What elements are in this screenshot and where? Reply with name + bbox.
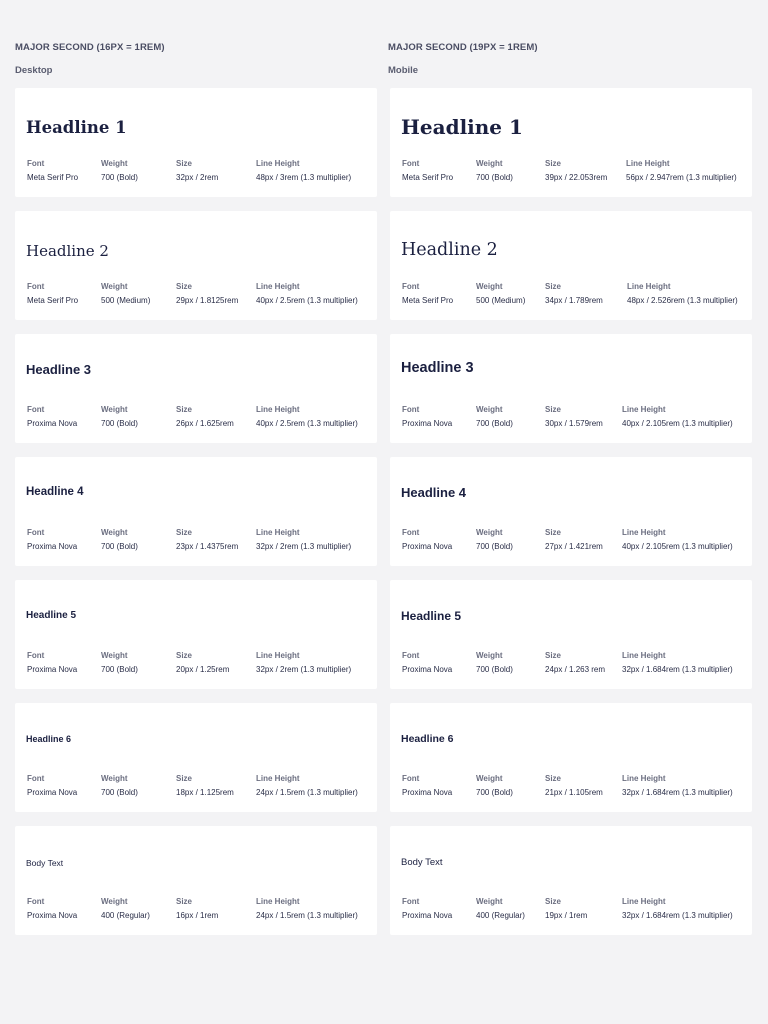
spec-value: Meta Serif Pro [27,296,79,305]
spec-line-height [622,405,733,429]
spec-value: Meta Serif Pro [402,296,454,305]
spec-value: 32px / 1.684rem (1.3 multiplier) [622,665,733,674]
spec-weight [476,897,525,921]
spec-label: Line Height [622,405,666,414]
card-title: Body Text [26,858,64,868]
spec-label: Font [27,651,45,660]
spec-weight [101,528,138,552]
spec-label: Line Height [622,528,666,537]
spec-line-height [622,897,733,921]
spec-label: Size [176,528,193,537]
card-title: Headline 4 [401,485,467,500]
card-title: Headline 3 [26,362,92,377]
type-card-headline-6 [390,703,752,812]
spec-label: Line Height [627,282,671,291]
spec-size [545,774,603,798]
spec-size [545,897,587,921]
type-card-headline-2 [15,211,377,320]
spec-size [176,651,229,675]
spec-line-height [256,774,358,798]
spec-label: Size [545,651,562,660]
spec-value: Proxima Nova [402,911,453,920]
type-card-headline-3 [390,334,752,443]
spec-value: 56px / 2.947rem (1.3 multiplier) [626,173,737,182]
spec-value: 18px / 1.125rem [176,788,234,797]
spec-value: 39px / 22.053rem [545,173,608,182]
spec-label: Font [402,528,420,537]
spec-value: 34px / 1.789rem [545,296,603,305]
spec-label: Font [402,282,420,291]
card-title: Headline 6 [401,733,454,745]
spec-value: 32px / 2rem [176,173,219,182]
spec-value: 700 (Bold) [476,419,513,428]
spec-value: 19px / 1rem [545,911,588,920]
spec-label: Font [27,897,45,906]
spec-font [27,774,77,798]
spec-label: Line Height [622,897,666,906]
spec-label: Size [545,774,562,783]
spec-value: 400 (Regular) [476,911,525,920]
spec-value: Proxima Nova [402,419,453,428]
spec-label: Line Height [256,159,300,168]
spec-font [402,282,453,306]
spec-font [27,159,78,183]
spec-size [176,159,218,183]
spec-value: 700 (Bold) [101,542,138,551]
card-title: Headline 1 [26,118,127,137]
card-title: Headline 5 [401,609,462,623]
type-card-body-text [390,826,752,935]
spec-label: Weight [101,282,128,291]
spec-label: Font [27,528,45,537]
column-heading: MAJOR SECOND (16PX = 1REM) [15,42,165,53]
spec-label: Line Height [256,774,300,783]
spec-value: 700 (Bold) [476,542,513,551]
spec-label: Weight [476,774,503,783]
spec-size [545,528,603,552]
spec-label: Size [545,405,562,414]
spec-size [545,282,603,306]
spec-weight [101,405,138,429]
spec-line-height [627,282,738,306]
spec-label: Font [402,159,420,168]
spec-line-height [256,282,358,306]
spec-weight [476,528,513,552]
spec-label: Line Height [626,159,670,168]
spec-value: 23px / 1.4375rem [176,542,239,551]
spec-value: 24px / 1.263 rem [545,665,606,674]
spec-value: 700 (Bold) [476,788,513,797]
spec-label: Font [27,282,45,291]
card-title: Headline 2 [401,240,498,260]
spec-value: 24px / 1.5rem (1.3 multiplier) [256,788,358,797]
spec-value: 700 (Bold) [101,665,138,674]
spec-line-height [622,651,733,675]
spec-value: 700 (Bold) [476,665,513,674]
spec-weight [476,282,525,306]
spec-value: 700 (Bold) [476,173,513,182]
spec-label: Font [402,405,420,414]
spec-font [402,651,452,675]
spec-label: Font [27,405,45,414]
spec-value: 700 (Bold) [101,419,138,428]
spec-label: Weight [101,528,128,537]
spec-label: Weight [476,897,503,906]
spec-value: 27px / 1.421rem [545,542,603,551]
type-card-headline-4 [15,457,377,566]
spec-value: 30px / 1.579rem [545,419,603,428]
spec-font [402,897,452,921]
spec-value: Proxima Nova [27,911,78,920]
spec-label: Font [27,774,45,783]
spec-value: Proxima Nova [402,542,453,551]
card-title: Headline 5 [26,610,77,621]
spec-value: 21px / 1.105rem [545,788,603,797]
spec-size [176,897,218,921]
spec-value: 20px / 1.25rem [176,665,230,674]
spec-line-height [256,651,351,675]
type-card-headline-4 [390,457,752,566]
spec-value: 400 (Regular) [101,911,150,920]
spec-label: Line Height [256,528,300,537]
spec-line-height [626,159,737,183]
spec-value: 500 (Medium) [101,296,151,305]
spec-label: Font [27,159,45,168]
spec-line-height [256,528,351,552]
spec-value: Meta Serif Pro [402,173,454,182]
spec-size [176,774,234,798]
spec-value: 500 (Medium) [476,296,526,305]
type-card-headline-5 [390,580,752,689]
spec-value: Proxima Nova [27,665,78,674]
spec-label: Font [402,774,420,783]
spec-value: 40px / 2.105rem (1.3 multiplier) [622,542,733,551]
card-title: Headline 4 [26,486,84,498]
spec-weight [476,159,513,183]
spec-label: Weight [476,159,503,168]
spec-value: 32px / 1.684rem (1.3 multiplier) [622,788,733,797]
spec-value: 26px / 1.625rem [176,419,234,428]
spec-label: Weight [476,528,503,537]
card-title: Headline 3 [401,360,474,376]
spec-label: Size [545,159,562,168]
spec-label: Weight [476,651,503,660]
spec-value: Proxima Nova [27,788,78,797]
spec-weight [476,405,513,429]
spec-value: 48px / 3rem (1.3 multiplier) [256,173,352,182]
spec-size [545,651,605,675]
spec-label: Weight [101,159,128,168]
spec-label: Weight [101,405,128,414]
spec-weight [101,774,138,798]
spec-label: Weight [476,282,503,291]
spec-font [402,774,452,798]
spec-value: 32px / 1.684rem (1.3 multiplier) [622,911,733,920]
spec-value: 29px / 1.8125rem [176,296,239,305]
spec-line-height [622,774,733,798]
card-title: Headline 1 [401,115,523,139]
spec-weight [101,159,138,183]
spec-label: Font [402,897,420,906]
type-card-headline-2 [390,211,752,320]
spec-value: 40px / 2.5rem (1.3 multiplier) [256,296,358,305]
spec-label: Line Height [256,405,300,414]
spec-value: 700 (Bold) [101,788,138,797]
type-card-headline-1 [390,88,752,197]
spec-weight [101,897,150,921]
spec-label: Size [176,651,193,660]
spec-value: 32px / 2rem (1.3 multiplier) [256,665,352,674]
spec-value: 24px / 1.5rem (1.3 multiplier) [256,911,358,920]
spec-font [27,528,77,552]
spec-label: Size [176,159,193,168]
spec-value: 40px / 2.105rem (1.3 multiplier) [622,419,733,428]
card-title: Body Text [401,857,443,868]
spec-size [176,405,234,429]
spec-value: Proxima Nova [27,542,78,551]
spec-line-height [256,159,351,183]
type-card-body-text [15,826,377,935]
spec-font [402,528,452,552]
spec-weight [476,651,513,675]
spec-line-height [256,405,358,429]
column-heading: MAJOR SECOND (19PX = 1REM) [388,42,538,53]
spec-size [176,528,238,552]
spec-value: 48px / 2.526rem (1.3 multiplier) [627,296,738,305]
spec-label: Weight [101,897,128,906]
spec-label: Size [176,897,193,906]
spec-font [402,405,452,429]
spec-label: Size [176,774,193,783]
spec-font [402,159,453,183]
spec-font [27,405,77,429]
spec-value: 16px / 1rem [176,911,219,920]
spec-value: 700 (Bold) [101,173,138,182]
spec-weight [101,651,138,675]
spec-line-height [622,528,733,552]
spec-size [545,159,607,183]
type-card-headline-3 [15,334,377,443]
spec-weight [476,774,513,798]
spec-label: Weight [101,651,128,660]
spec-label: Line Height [256,282,300,291]
spec-value: 40px / 2.5rem (1.3 multiplier) [256,419,358,428]
spec-label: Size [545,282,562,291]
spec-label: Line Height [256,897,300,906]
type-card-headline-6 [15,703,377,812]
spec-weight [101,282,150,306]
spec-value: Meta Serif Pro [27,173,79,182]
spec-label: Size [545,528,562,537]
spec-value: Proxima Nova [27,419,78,428]
card-title: Headline 6 [26,734,72,744]
spec-label: Line Height [622,774,666,783]
spec-value: Proxima Nova [402,665,453,674]
column-subheading: Desktop [15,65,53,76]
spec-value: 32px / 2rem (1.3 multiplier) [256,542,352,551]
column-subheading: Mobile [388,65,419,76]
spec-font [27,282,78,306]
spec-label: Line Height [256,651,300,660]
type-card-headline-1 [15,88,377,197]
spec-font [27,651,77,675]
spec-label: Size [176,405,193,414]
spec-font [27,897,77,921]
spec-label: Weight [101,774,128,783]
spec-size [545,405,603,429]
spec-label: Size [545,897,562,906]
spec-line-height [256,897,358,921]
spec-value: Proxima Nova [402,788,453,797]
spec-label: Font [402,651,420,660]
spec-label: Weight [476,405,503,414]
spec-label: Line Height [622,651,666,660]
spec-size [176,282,238,306]
type-card-headline-5 [15,580,377,689]
spec-label: Size [176,282,193,291]
card-title: Headline 2 [26,242,109,260]
